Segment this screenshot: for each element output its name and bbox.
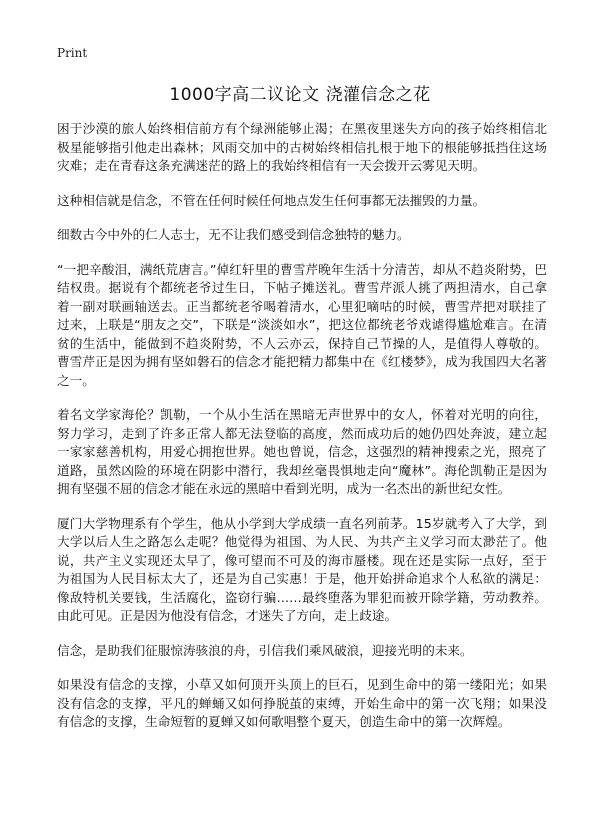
paragraph-7: 信念，是助我们征服惊涛骇浪的舟，引信我们乘风破浪，迎接光明的未来。: [57, 642, 473, 658]
paragraph-6: 厦门大学物理系有个学生，他从小学到大学成绩一直名列前茅。15岁就考入了大学，到大学以后人生之路怎么走呢？他觉得为祖国、为人民、为共产主义学习而太渺茫了。他说，共产主义实现还太早了，像可望而不可及的海市蜃楼。现在还是实际一点好，至于为祖国为人民目标太大了，还是为自己实惠！于是，他开始拼命追求个人私欲的满足：像敌特机关要钱，生活腐化，盗窃行骗……最终堕落为罪犯而被开除学籍，劳动教养。由此可见。正是因为他没有信念，才迷失了方向，走上歧途。: [57, 515, 547, 623]
paragraph-8: 如果没有信念的支撑，小草又如何顶开头顶上的巨石，见到生命中的第一缕阳光；如果没有信念的支撑，平凡的蝉蛹又如何挣脱茧的束缚，开始生命中的第一次飞翔；如果没有信念的支撑，生命短暂的夏蝉又如何歌唱整个夏天，创造生命中的第一次辉煌。: [57, 677, 547, 729]
paragraph-3: 细数古今中外的仁人志士，无不让我们感受到信念独特的魅力。: [57, 227, 410, 242]
page-title: 1000字高二议论文 浇灌信念之花: [169, 85, 431, 105]
paragraph-2: 这种相信就是信念，不管在任何时候任何地点发生任何事都无法摧毁的力量。: [57, 192, 486, 208]
paragraph-4: “一把辛酸泪，满纸荒唐言。”倬红轩里的曹雪芹晚年生活十分清苦，却从不趋炎附势，巴结权贵。据说有个都统老爷过生日，下帖子摊送礼。曹雪芹派人挑了两担清水，自己拿着一副对联画轴送去。正当都统老爷喝着清水，心里犯嘀咕的时候，曹雪芹把对联挂了过来，上联是“朋友之交”，下联是“淡淡如水”，把这位都统老爷戏谑得尴尬难言。在清贫的生活中，能做到不趋炎附势，不人云亦云，保持自己节操的人，是值得人尊敬的。曹雪芹正是因为拥有坚如磐石的信念才能把精力都集中在《红楼梦》，成为我国四大名著之一。: [57, 261, 547, 388]
paragraph-1: 困于沙漠的旅人始终相信前方有个绿洲能够止渴；在黑夜里迷失方向的孩子始终相信北极星能够指引他走出森林；风雨交加中的古树始终相信扎根于地下的根能够抵挡住这场灾难；走在青春这条充满迷茫的路上的我始终相信有一天会拨开云雾见天明。: [57, 121, 547, 173]
print-link[interactable]: Print: [57, 46, 88, 60]
paragraph-5: 着名文学家海伦？凯勒，一个从小生活在黑暗无声世界中的女人，怀着对光明的向往，努力学习，走到了许多正常人都无法登临的高度，然而成功后的她仍四处奔波，建立起一家家慈善机构，用爱心拥抱世界。她也曾说，信念，这强烈的精神搜索之光，照亮了道路，虽然凶险的环境在阴影中潜行，我却丝毫畏惧地走向“魔林”。海伦凯勒正是因为拥有坚强不屈的信念才能在永远的黑暗中看到光明，成为一名杰出的新世纪女性。: [57, 407, 547, 496]
article-body: [57, 120, 547, 748]
